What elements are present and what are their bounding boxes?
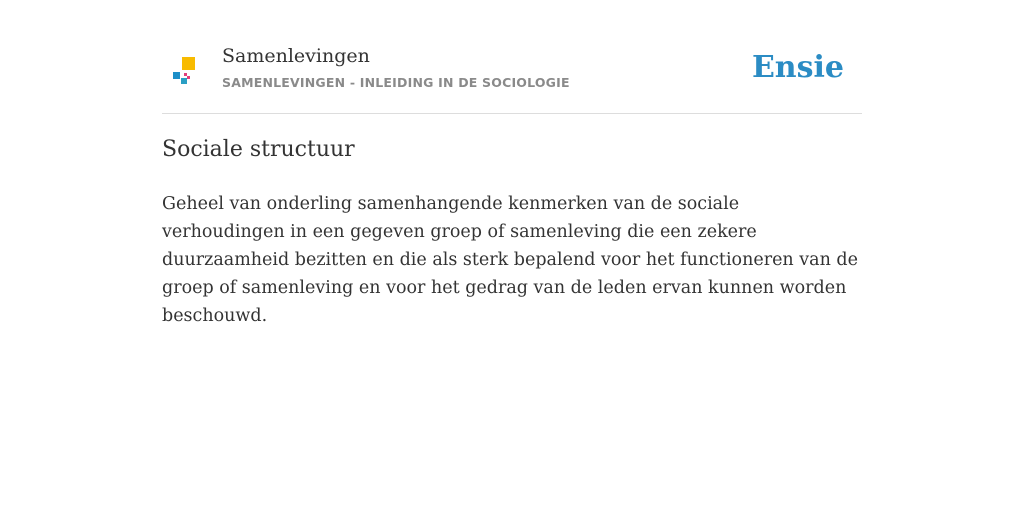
header xyxy=(162,40,862,114)
logo-square-yellow xyxy=(182,57,195,70)
logo-square-blue xyxy=(173,72,180,79)
logo-square-teal xyxy=(181,78,187,84)
site-subtitle[interactable]: SAMENLEVINGEN - INLEIDING IN DE SOCIOLOGIE xyxy=(222,75,570,90)
page-title: Sociale structuur xyxy=(162,137,355,162)
samenlevingen-logo-icon[interactable] xyxy=(173,57,197,87)
logo-square-pink xyxy=(187,76,190,79)
brand-logo[interactable]: Ensie xyxy=(751,50,844,85)
definition-text: Geheel van onderling samenhangende kenmerken van de sociale verhoudingen in een gegeven groep of samenleving die een zekere duurzaamheid bezitten en die als sterk bepalend voor het functioneren van de groep of samenleving en voor het gedrag van de leden ervan kunnen worden beschouwd. xyxy=(162,194,858,326)
site-title[interactable]: Samenlevingen xyxy=(222,45,370,67)
